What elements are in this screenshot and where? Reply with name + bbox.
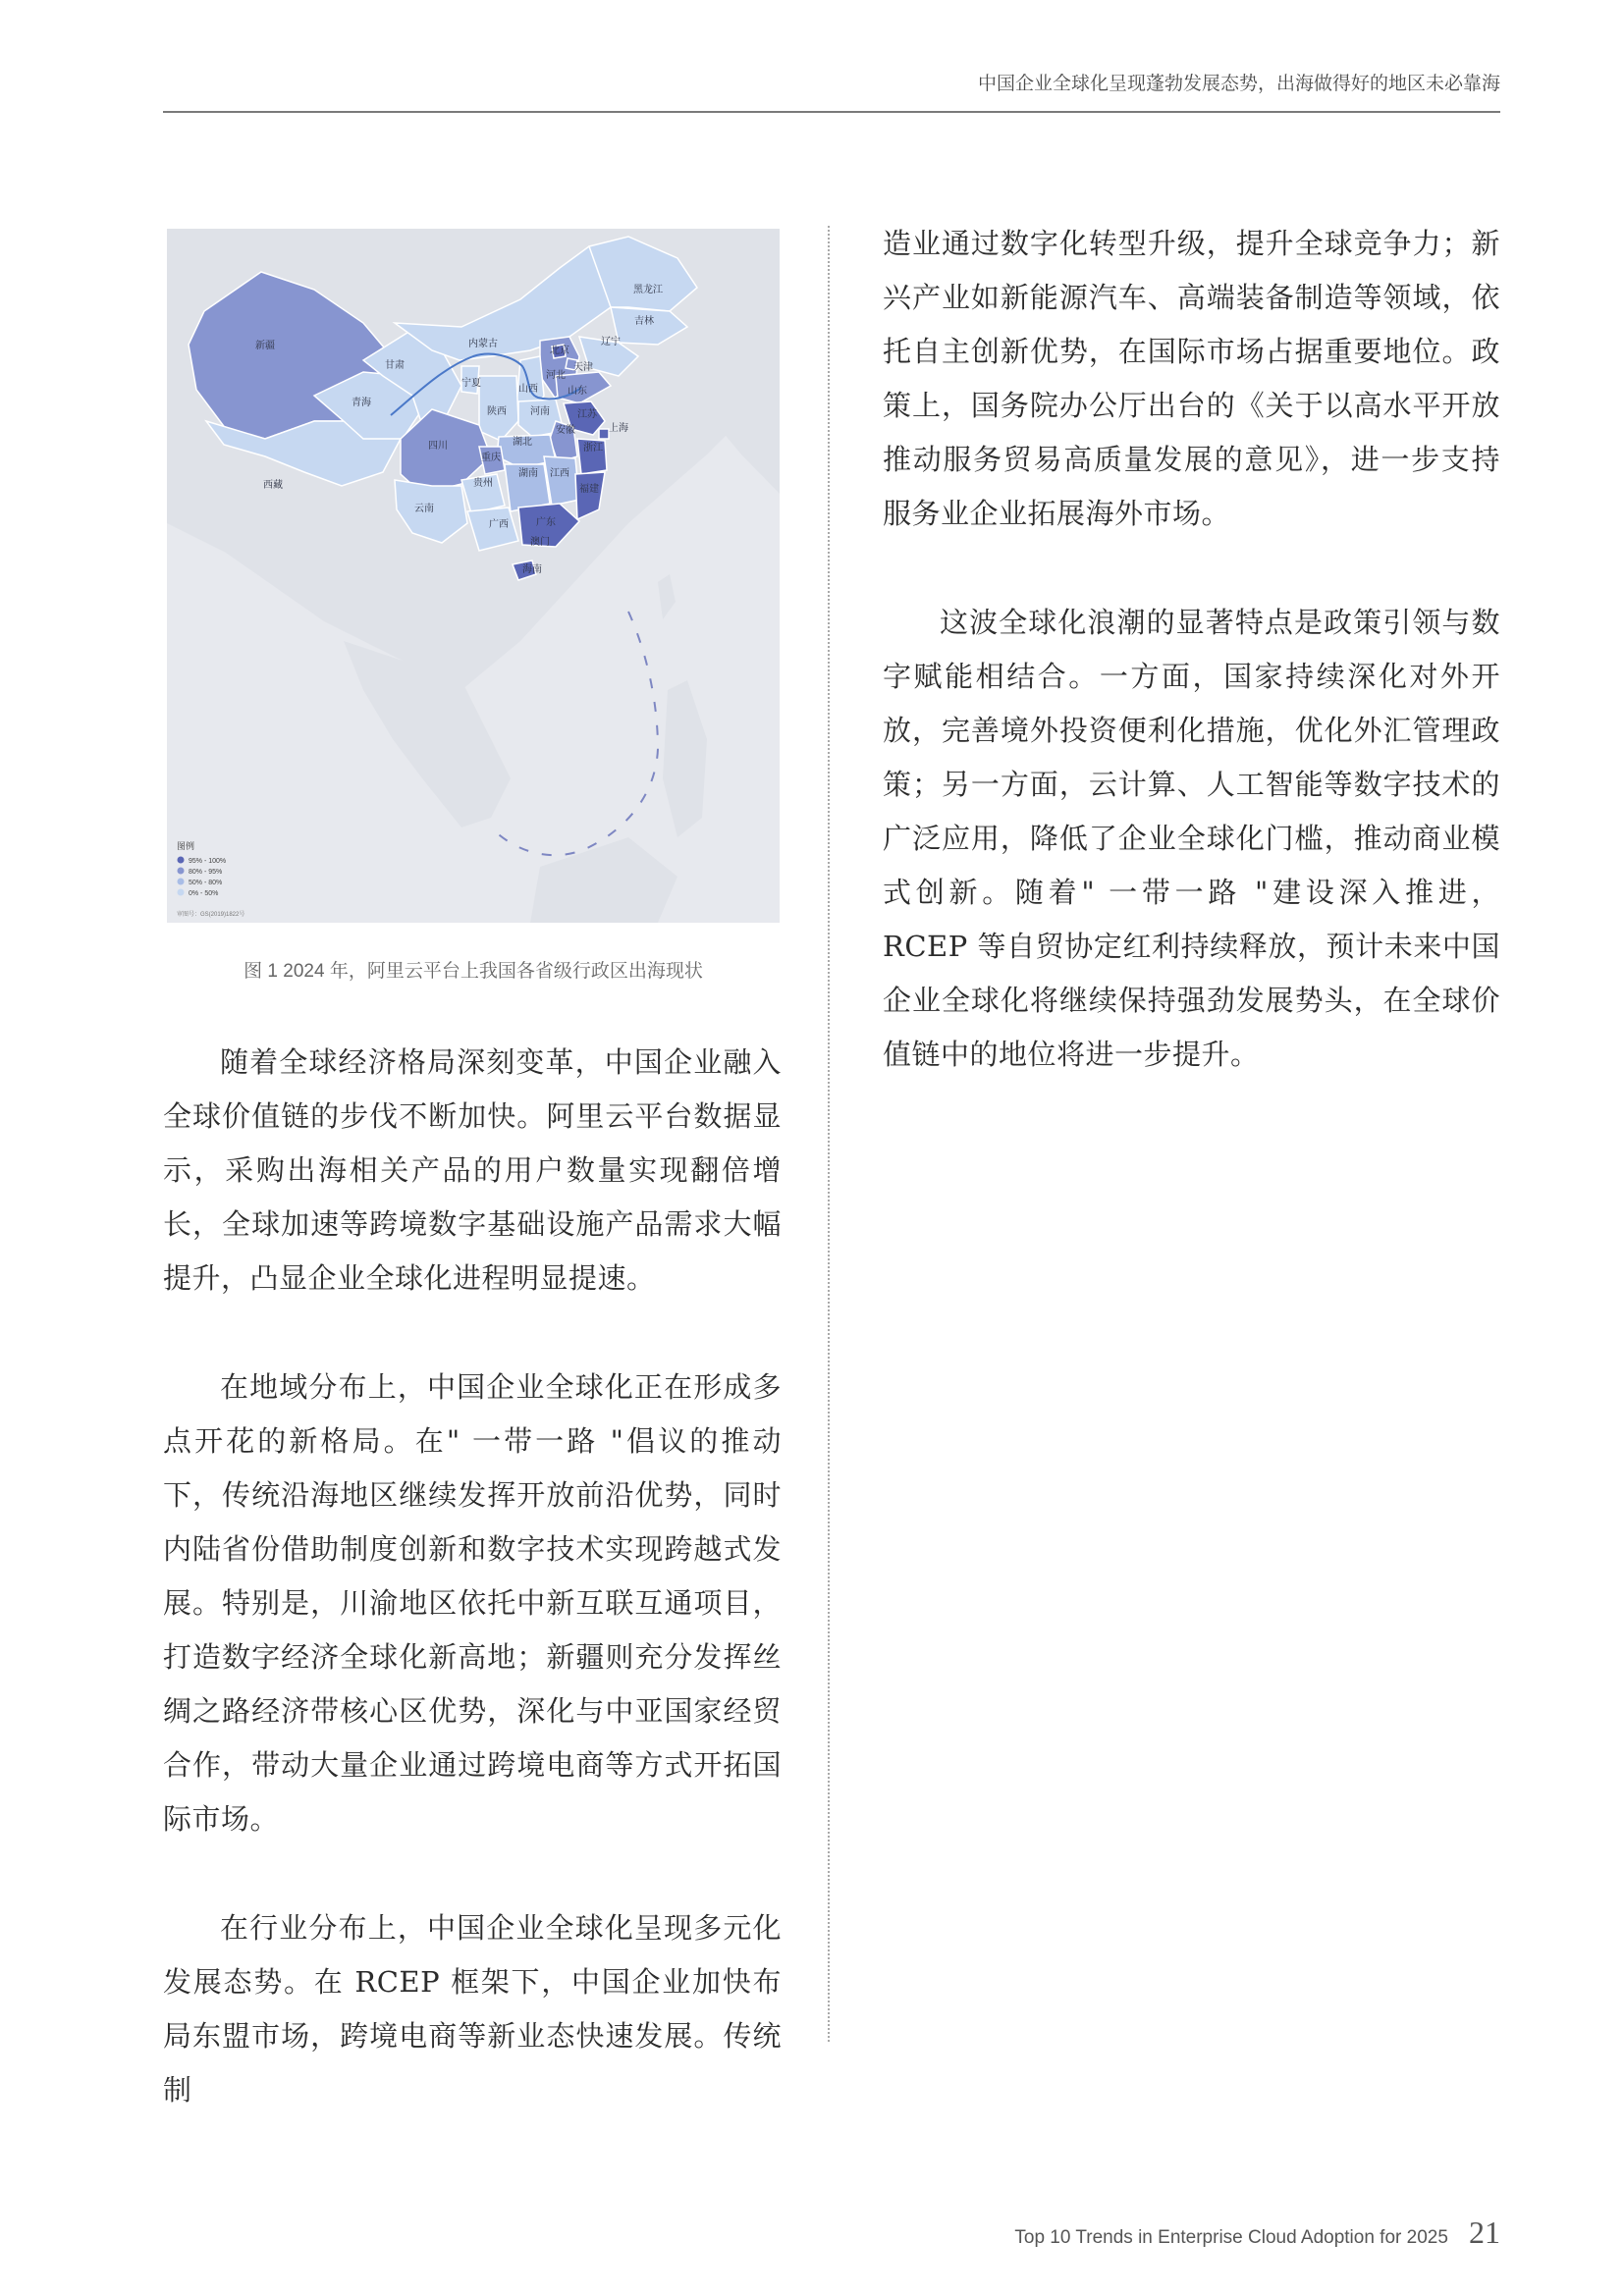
label-hebei: 河北 xyxy=(546,370,566,381)
label-zhejiang: 浙江 xyxy=(583,443,603,454)
label-shaanxi: 陕西 xyxy=(487,406,507,417)
right-text-column xyxy=(883,217,1500,1082)
label-yunnan: 云南 xyxy=(414,504,434,514)
paragraph: 在行业分布上，中国企业全球化呈现多元化发展态势。在 RCEP 框架下，中国企业加快布局东盟市场，跨境电商等新业态快速发展。传统制 xyxy=(163,1911,782,2107)
legend-swatch-80-95 xyxy=(178,868,185,875)
legend-title: 图例 xyxy=(177,841,195,851)
label-liaoning: 辽宁 xyxy=(601,337,621,347)
paragraph-gap xyxy=(163,1846,782,1901)
paragraph-gap xyxy=(163,1306,782,1361)
running-header: 中国企业全球化呈现蓬勃发展态势，出海做得好的地区未必靠海 xyxy=(977,73,1500,94)
label-ningxia: 宁夏 xyxy=(461,378,481,389)
label-gansu: 甘肃 xyxy=(385,360,405,371)
label-jiangxi: 江西 xyxy=(550,468,569,479)
label-guangxi: 广西 xyxy=(489,519,509,530)
label-hunan: 湖南 xyxy=(518,468,538,479)
label-shandong: 山东 xyxy=(568,386,587,397)
province-shanghai-region xyxy=(599,429,609,439)
header-rule xyxy=(163,111,1500,113)
legend-swatch-50-80 xyxy=(178,879,185,885)
label-chongqing: 重庆 xyxy=(481,453,501,463)
label-heilongjiang: 黑龙江 xyxy=(633,285,663,295)
map-source-note: 审图号：GS(2019)1822号 xyxy=(177,912,245,918)
label-tianjin: 天津 xyxy=(573,362,593,373)
footer-report-title: Top 10 Trends in Enterprise Cloud Adoption for 2025 xyxy=(1014,2227,1448,2248)
legend-swatch-0-50 xyxy=(178,889,185,896)
legend-item-0-50: 0% - 50% xyxy=(189,890,219,897)
china-province-map-figure xyxy=(167,229,780,923)
label-beijing: 北京 xyxy=(550,346,569,356)
paragraph: 这波全球化浪潮的显著特点是政策引领与数字赋能相结合。一方面，国家持续深化对外开放，完善境外投资便利化措施，优化外汇管理政策；另一方面，云计算、人工智能等数字技术的广泛应用，降低了企业全球化门槛，推动商业模式创新。随着" 一带一路 "建设深入推进，RCEP 等自贸协定红利持续释放，预计未来中国企业全球化将继续保持强劲发展势头，在全球价值链中的地位将进一步提升。 xyxy=(883,606,1500,1071)
page-footer xyxy=(1014,2215,1500,2251)
label-fujian: 福建 xyxy=(579,484,599,495)
label-henan: 河南 xyxy=(530,406,550,417)
china-map xyxy=(167,229,780,923)
label-qinghai: 青海 xyxy=(352,398,371,408)
legend-item-95-100: 95% - 100% xyxy=(189,858,227,865)
figure-caption: 图 1 2024 年，阿里云平台上我国各省级行政区出海现状 xyxy=(244,961,703,982)
label-xizang: 西藏 xyxy=(263,480,283,491)
legend-swatch-95-100 xyxy=(178,857,185,864)
label-aomen: 澳门 xyxy=(530,537,550,548)
label-anhui: 安徽 xyxy=(556,425,575,436)
left-text-column xyxy=(163,1036,782,2117)
paragraph-gap xyxy=(883,541,1500,596)
label-guizhou: 贵州 xyxy=(473,478,493,489)
label-xinjiang: 新疆 xyxy=(255,341,275,351)
paragraph: 造业通过数字化转型升级，提升全球竞争力；新兴产业如新能源汽车、高端装备制造等领域，依托自主创新优势，在国际市场占据重要地位。政策上，国务院办公厅出台的《关于以高水平开放推动服务贸易高质量发展的意见》，进一步支持服务业企业拓展海外市场。 xyxy=(883,227,1500,530)
legend-item-80-95: 80% - 95% xyxy=(189,869,223,876)
label-jiangsu: 江苏 xyxy=(577,409,597,420)
label-jilin: 吉林 xyxy=(634,316,654,327)
label-shanghai: 上海 xyxy=(609,423,628,434)
label-shanxi: 山西 xyxy=(518,384,538,395)
label-hainan: 海南 xyxy=(522,564,542,575)
label-guangdong: 广东 xyxy=(536,517,556,528)
legend-item-50-80: 50% - 80% xyxy=(189,880,223,886)
paragraph: 随着全球经济格局深刻变革，中国企业融入全球价值链的步伐不断加快。阿里云平台数据显示，采购出海相关产品的用户数量实现翻倍增长，全球加速等跨境数字基础设施产品需求大幅提升，凸显企业全球化进程明显提速。 xyxy=(163,1045,782,1295)
label-hubei: 湖北 xyxy=(513,437,532,448)
page-number: 21 xyxy=(1469,2215,1500,2250)
label-neimenggu: 内蒙古 xyxy=(468,339,498,349)
column-divider xyxy=(828,226,830,2042)
paragraph: 在地域分布上，中国企业全球化正在形成多点开花的新格局。在" 一带一路 "倡议的推动下，传统沿海地区继续发挥开放前沿优势，同时内陆省份借助制度创新和数字技术实现跨越式发展。特别是，川渝地区依托中新互联互通项目，打造数字经济全球化新高地；新疆则充分发挥丝绸之路经济带核心区优势，深化与中亚国家经贸合作，带动大量企业通过跨境电商等方式开拓国际市场。 xyxy=(163,1370,782,1836)
label-sichuan: 四川 xyxy=(428,441,448,452)
